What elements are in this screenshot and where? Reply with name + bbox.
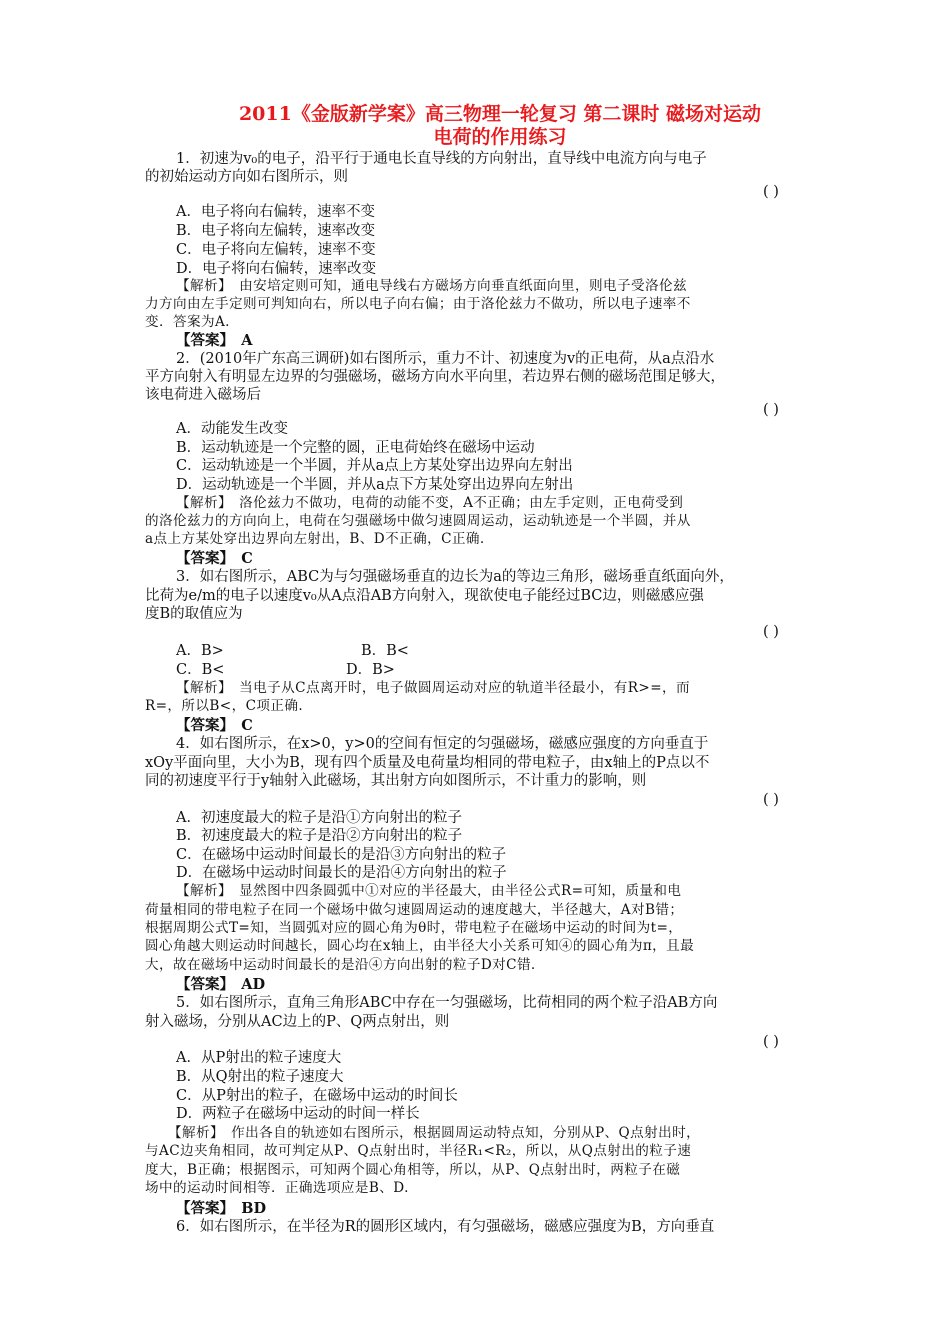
option-line: D．在磁场中运动时间最长的是沿④方向射出的粒子 [176,865,507,881]
explanation-line: 【解析】 洛伦兹力不做功，电荷的动能不变，A不正确；由左手定则，正电荷受到 [176,495,684,511]
option-line: A．电子将向右偏转，速率不变 [176,204,375,220]
option-line: A．B> [176,643,224,659]
answer-bracket: ( ) [763,792,779,808]
answer-bracket: ( ) [763,184,779,200]
option-line: C．在磁场中运动时间最长的是沿③方向射出的粒子 [176,847,507,863]
answer-line: 【答案】 A [176,332,253,349]
option-line: D．电子将向右偏转，速率改变 [176,261,377,277]
explanation-line: 【解析】 作出各自的轨迹如右图所示，根据圆周运动特点知，分别从P、Q点射出时， [168,1125,701,1141]
explanation-line: R=，所以B<，C项正确. [145,698,304,714]
option-line: C．从P射出的粒子，在磁场中运动的时间长 [176,1088,458,1104]
text-line: 该电荷进入磁场后 [145,387,261,403]
text-line: 3．如右图所示，ABC为与匀强磁场垂直的边长为a的等边三角形，磁场垂直纸面向外， [176,569,734,585]
explanation-line: 【解析】 由安培定则可知，通电导线右方磁场方向垂直纸面向里，则电子受洛伦兹 [176,278,687,294]
explanation-line: 大，故在磁场中运动时间最长的是沿④方向出射的粒子D对C错. [145,957,536,973]
explanation-line: 【解析】 当电子从C点离开时，电子做圆周运动对应的轨道半径最小，有R>=，而 [176,680,691,696]
text-line: 同的初速度平行于y轴射入此磁场，其出射方向如图所示，不计重力的影响，则 [145,773,647,789]
explanation-line: 的洛伦兹力的方向向上，电荷在匀强磁场中做匀速圆周运动，运动轨迹是一个半圆，并从 [145,513,691,529]
option-line: D．两粒子在磁场中运动的时间一样长 [176,1106,420,1122]
option-line: D．B> [346,662,395,678]
text-line: 射入磁场，分别从AC边上的P、Q两点射出，则 [145,1014,450,1030]
text-line: 平方向射入有明显左边界的匀强磁场，磁场方向水平向里，若边界右侧的磁场范围足够大， [145,369,725,385]
option-line: B．从Q射出的粒子速度大 [176,1069,344,1085]
option-line: C．B< [176,662,225,678]
option-line: A．从P射出的粒子速度大 [176,1050,342,1066]
explanation-line: 变．答案为A. [145,314,230,330]
text-line: 1．初速为v₀的电子，沿平行于通电长直导线的方向射出，直导线中电流方向与电子 [176,151,707,167]
answer-line: 【答案】 BD [176,1200,267,1217]
option-line: C．运动轨迹是一个半圆，并从a点上方某处穿出边界向左射出 [176,458,573,474]
option-line: B．初速度最大的粒子是沿②方向射出的粒子 [176,828,463,844]
answer-bracket: ( ) [763,1034,779,1050]
option-line: C．电子将向左偏转，速率不变 [176,242,376,258]
explanation-line: 力方向由左手定则可判知向右，所以电子向右偏；由于洛伦兹力不做功，所以电子速率不 [145,296,691,312]
explanation-line: 度大，B正确；根据图示，可知两个圆心角相等，所以，从P、Q点射出时，两粒子在磁 [145,1162,681,1178]
text-line: 比荷为e/m的电子以速度v₀从A点沿AB方向射入，现欲使电子能经过BC边，则磁感应强 [145,588,704,604]
text-line: 6．如右图所示，在半径为R的圆形区域内，有匀强磁场，磁感应强度为B，方向垂直 [176,1219,715,1235]
option-line: A．初速度最大的粒子是沿①方向射出的粒子 [176,810,462,826]
explanation-line: 圆心角越大则运动时间越长，圆心均在x轴上，由半径大小关系可知④的圆心角为π，且最 [145,938,695,954]
explanation-line: 荷量相同的带电粒子在同一个磁场中做匀速圆周运动的速度越大，半径越大，A对B错； [145,902,684,918]
option-line: B．B< [361,643,409,659]
option-line: B．电子将向左偏转，速率改变 [176,223,376,239]
explanation-line: 场中的运动时间相等．正确选项应是B、D. [145,1180,409,1196]
option-line: D．运动轨迹是一个半圆，并从a点下方某处穿出边界向左射出 [176,477,574,493]
text-line: 的初始运动方向如右图所示，则 [145,169,348,185]
document-title-line-2: 电荷的作用练习 [433,126,567,148]
text-line: 4．如右图所示，在x>0，y>0的空间有恒定的匀强磁场，磁感应强度的方向垂直于 [176,736,709,752]
answer-line: 【答案】 C [176,550,253,567]
answer-line: 【答案】 AD [176,976,266,993]
document-title-line-1: 2011《金版新学案》高三物理一轮复习 第二课时 磁场对运动 [238,103,762,125]
explanation-line: 与AC边夹角相同，故可判定从P、Q点射出时，半径R₁<R₂，所以，从Q点射出的粒子速 [145,1143,692,1159]
text-line: xOy平面向里，大小为B，现有四个质量及电荷量均相同的带电粒子，由x轴上的P点以不 [145,755,710,771]
explanation-line: a点上方某处穿出边界向左射出，B、D不正确，C正确. [145,531,485,547]
answer-bracket: ( ) [763,624,779,640]
text-line: 5．如右图所示，直角三角形ABC中存在一匀强磁场，比荷相同的两个粒子沿AB方向 [176,995,718,1011]
option-line: A．动能发生改变 [176,421,288,437]
explanation-line: 根据周期公式T=知，当圆弧对应的圆心角为θ时，带电粒子在磁场中运动的时间为t=， [145,920,683,936]
text-line: 2．(2010年广东高三调研)如右图所示，重力不计、初速度为v的正电荷，从a点沿水 [176,351,715,367]
text-line: 度B的取值应为 [145,606,243,622]
answer-line: 【答案】 C [176,717,253,734]
answer-bracket: ( ) [763,402,779,418]
option-line: B．运动轨迹是一个完整的圆，正电荷始终在磁场中运动 [176,440,535,456]
explanation-line: 【解析】 显然图中四条圆弧中①对应的半径最大，由半径公式R=可知，质量和电 [176,883,682,899]
